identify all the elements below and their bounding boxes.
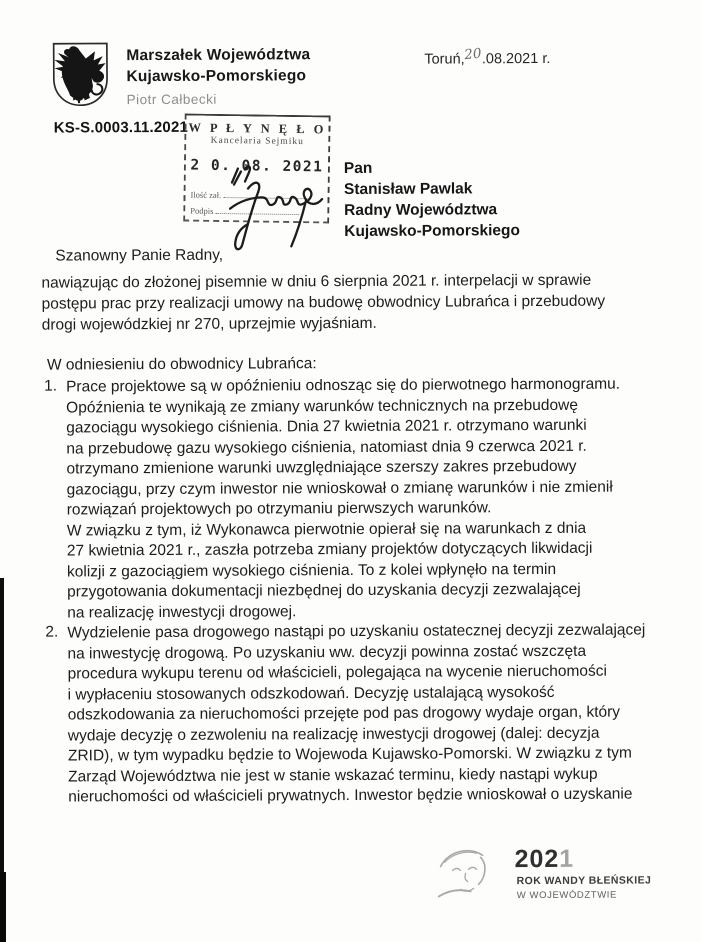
dateline (424, 45, 551, 68)
scan-edge-artifact (0, 578, 4, 878)
list-item-number: 2. (45, 623, 59, 641)
sender-title-line2: Kujawsko-Pomorskiego (126, 67, 307, 86)
campaign-year: 2021 (514, 844, 575, 874)
campaign-line1: ROK WANDY BŁEŃSKIEJ (516, 874, 652, 888)
reference-number: KS-S.0003.11.2021 (53, 118, 189, 137)
stamp-date: 2 0. 08. 2021 (190, 157, 324, 176)
list-item-1 (44, 374, 645, 623)
letterhead (126, 44, 310, 110)
campaign-line2: W WOJEWÓDZTWIE (516, 889, 617, 902)
salutation: Szanowny Panie Radny, (55, 246, 224, 265)
received-stamp (183, 113, 330, 223)
numbered-list (44, 374, 646, 808)
dotted-line (216, 206, 300, 215)
dateline-city: Toruń, (424, 51, 465, 68)
stamp-title: W P Ł Y N Ę Ł O (188, 120, 327, 137)
dateline-rest: .08.2021 r. (481, 50, 551, 68)
coat-of-arms-icon (46, 39, 114, 109)
list-item-number: 1. (44, 377, 58, 395)
stamp-attachments-row: Ilość zał. (190, 190, 307, 202)
list-item-text: Wydzielenie pasa drogowego nastąpi po uzyskaniu ostatecznej decyzji zezwalającej na inwestycję drogową. Po uzyskaniu ww. decyzji powinna zostać wszczęta procedura wykupu terenu od właścicieli, polegająca na wycenie nieruchomości i wypłaceniu stosowanych odszkodowań. Decyzję ustalającą wysokość odszkodowania za nieruchomości przejęte pod pas drogowy wydaje organ, który wydaje decyzję o zezwoleniu na realizację inwestycji drogowej (dalej: decyzja ZRID), w tym wypadku będzie to Wojewoda Kujawsko-Pomorski. W związku z tym Zarząd Województwa nie jest w stanie wskazać terminu, kiedy nastąpi wykup nieruchomości od właścicieli prywatnych. Inwestor będzie wnioskował o uzyskanie (67, 621, 646, 806)
dotted-line (223, 190, 307, 199)
handwritten-day: 20 (463, 45, 483, 64)
section-heading: W odniesieniu do obwodnicy Lubrańca: (46, 355, 317, 374)
sender-title-line1: Marszałek Województwa (126, 46, 311, 65)
stamp-office: Kancelaria Sejmiku (210, 135, 304, 148)
sender-person-name: Piotr Całbecki (126, 91, 217, 108)
list-item-text: Prace projektowe są w opóźnieniu odnosząc się do pierwotnego harmonogramu. Opóźnienia te wynikają ze zmiany warunków technicznych na przebudowę gazociągu wysokiego ciśnienia. Dnia 27 kwietnia 2021 r. otrzymano warunki na przebudowę gazu wysokiego ciśnienia, natomiast dnia 9 czerwca 2021 r. otrzymano zmienione warunki uwzględniające szerszy zakres przebudowy gazociągu, przy czym inwestor nie wnioskował o zmianę warunków i nie zmienił rozwiązań projektowych po otrzymaniu pierwszych warunków. W związku z tym, iż Wykonawca pierwotnie opierał się na warunkach z dnia 27 kwietnia 2021 r., zaszła potrzeba zmiany projektów dotyczących likwidacji kolizji z gazociągiem wysokiego ciśnienia. To z kolei wpłynęło na termin przygotowania dokumentacji niezbędnej do uzyskania decyzji zezwalającej na realizację inwestycji drogowej. (66, 375, 621, 621)
addressee-block: Pan Stanisław Pawlak Radny Województwa Kujawsko-Pomorskiego (343, 159, 521, 241)
portrait-sketch-icon (432, 844, 494, 902)
intro-paragraph: nawiązując do złożonej pisemnie w dniu 6 sierpnia 2021 r. interpelacji w sprawie postępu prac przy realizacji umowy na budowę obwodnicy Lubrańca i przebudowy drogi wojewódzkiej nr 270, uprzejmie wyjaśniam. (41, 271, 606, 334)
scan-edge-artifact (0, 872, 6, 942)
list-item-2 (45, 620, 646, 808)
stamp-signature-row: Podpis (190, 206, 299, 218)
